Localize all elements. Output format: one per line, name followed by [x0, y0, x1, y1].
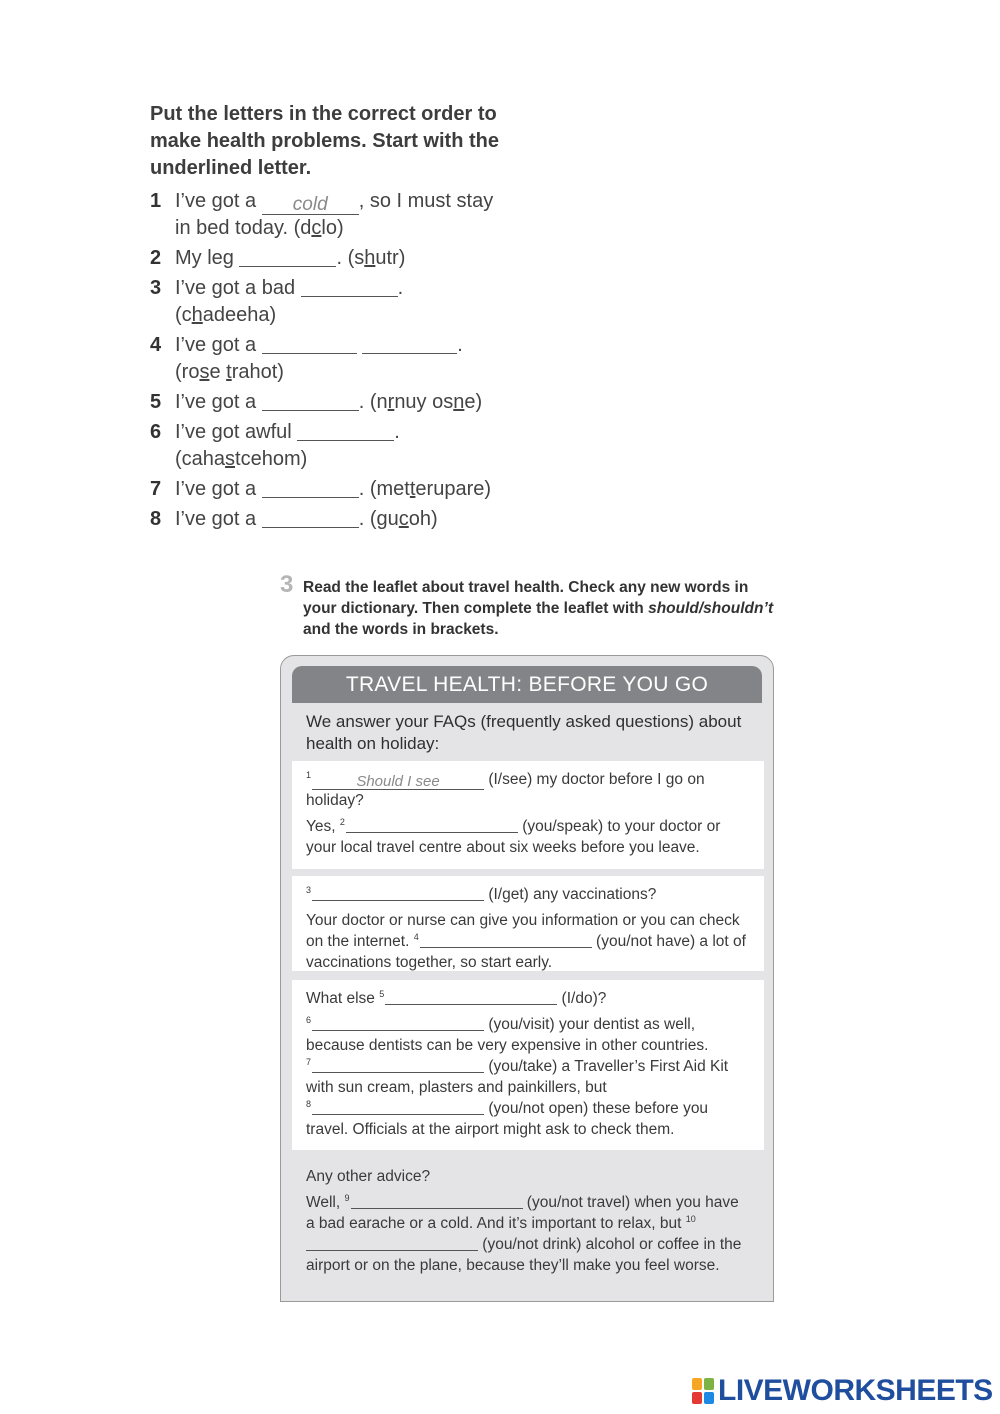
gap-number: 1	[306, 770, 312, 780]
leaflet-title: TRAVEL HEALTH: BEFORE YOU GO	[292, 666, 762, 703]
gap-number: 8	[306, 1099, 312, 1109]
item-text: erupare)	[415, 478, 492, 500]
underlined-letter: c	[311, 217, 322, 239]
exercise-item-7	[150, 476, 520, 503]
instruction-text: Read the leaflet about travel health. Check any new words in your dictionary. Then complete the leaflet with	[303, 579, 749, 617]
leaflet-intro: We answer your FAQs (frequently asked questions) about health on holiday:	[306, 712, 742, 753]
exercise-item-8	[150, 506, 520, 533]
item-number: 8	[150, 508, 162, 530]
instruction-italic: should/shouldn’t	[648, 600, 774, 617]
gap-10-input[interactable]	[306, 1235, 478, 1251]
item-text: I’ve got a	[175, 478, 257, 500]
liveworksheets-logo[interactable]	[692, 1373, 993, 1409]
faq-text: (you/not open) these before you travel. Officials at the airport might ask to check them.	[306, 1100, 709, 1138]
gap-6-input[interactable]	[312, 1015, 484, 1031]
item-text: rahot)	[231, 361, 284, 383]
faq-text: (I/do)?	[557, 990, 607, 1007]
item-text: , so I must stay	[358, 190, 494, 212]
item-number: 5	[150, 391, 162, 413]
faq-answer-1	[306, 816, 750, 858]
underlined-letter: s	[199, 361, 210, 383]
item-number: 1	[150, 190, 162, 212]
underlined-letter: h	[191, 304, 203, 326]
faq-answer-4	[306, 1192, 750, 1276]
gap-number: 7	[306, 1057, 312, 1067]
underlined-letter: n	[453, 391, 465, 413]
faq-question-1	[306, 769, 750, 811]
faq-text: Yes,	[306, 818, 340, 835]
item-text: .	[397, 277, 404, 299]
gap-number: 10	[685, 1214, 696, 1224]
item-text: I’ve got a bad	[175, 277, 296, 299]
faq-text: (you/speak) to your doctor or your local travel centre about six weeks before you leave.	[306, 818, 721, 856]
underlined-letter: t	[226, 361, 232, 383]
gap-9-input[interactable]	[351, 1193, 523, 1209]
answer-blank-7[interactable]	[262, 478, 359, 498]
item-text: utr)	[375, 247, 406, 269]
exercise-item-1	[150, 188, 520, 242]
gap-8-input[interactable]	[312, 1099, 484, 1115]
liveworksheets-logo-icon	[692, 1378, 714, 1404]
exercise-item-4	[150, 332, 520, 386]
answer-blank-6[interactable]	[297, 421, 394, 441]
answer-blank-8[interactable]	[262, 508, 359, 528]
faq-question-4: Any other advice?	[306, 1168, 431, 1185]
underlined-letter: t	[409, 478, 416, 500]
faq-card-4	[292, 1158, 764, 1298]
answer-blank-1[interactable]: cold	[262, 195, 359, 215]
faq-answer-2	[306, 910, 750, 973]
faq-card-3	[292, 980, 764, 1150]
item-text: . (met	[358, 478, 410, 500]
faq-card-2	[292, 876, 764, 971]
faq-text: (I/see) my doctor before I go on holiday?	[306, 771, 705, 809]
underlined-letter: c	[398, 508, 409, 530]
item-text: .	[457, 334, 463, 356]
gap-7-input[interactable]	[312, 1057, 484, 1073]
answer-blank-5[interactable]	[262, 391, 359, 411]
item-number: 3	[150, 277, 162, 299]
item-text: oh)	[408, 508, 438, 530]
item-text: in bed today. (d	[175, 217, 312, 239]
exercise-item-2	[150, 245, 520, 272]
underlined-letter: h	[364, 247, 376, 269]
faq-text: (I/get) any vaccinations?	[484, 886, 657, 903]
item-text: .	[394, 421, 400, 443]
faq-text: (you/take) a Traveller’s First Aid Kit with sun cream, plasters and painkillers, but	[306, 1058, 729, 1096]
item-number: 7	[150, 478, 162, 500]
item-text: . (gu	[358, 508, 399, 530]
item-text: My leg	[175, 247, 234, 269]
gap-number: 2	[339, 817, 345, 827]
gap-number: 5	[379, 989, 385, 999]
faq-question-3	[306, 988, 750, 1009]
faq-text: Your doctor or nurse can give you information or you can check on the internet.	[306, 912, 740, 950]
item-text: (ro	[175, 361, 200, 383]
exercise-item-5	[150, 389, 520, 416]
item-text: . (n	[358, 391, 388, 413]
underlined-letter: r	[387, 391, 395, 413]
item-text: nuy os	[394, 391, 454, 413]
item-text: lo)	[321, 217, 344, 239]
gap-5-input[interactable]	[385, 989, 557, 1005]
instruction-text: and the words in brackets.	[303, 621, 499, 638]
item-text: e)	[464, 391, 483, 413]
faq-answer-3	[306, 1014, 750, 1140]
item-text: I’ve got a	[175, 391, 257, 413]
gap-4-input[interactable]	[420, 932, 592, 948]
item-text: I’ve got a	[175, 508, 257, 530]
item-text: I’ve got awful	[175, 421, 292, 443]
item-text: (caha	[175, 448, 226, 470]
gap-1-input[interactable]: Should I see	[312, 774, 484, 790]
faq-text: (you/not drink) alcohol or coffee in the airport or on the plane, because they’ll make you feel worse.	[306, 1236, 742, 1274]
answer-blank-4b[interactable]	[362, 334, 457, 354]
item-text: e	[209, 361, 227, 383]
gap-number: 3	[306, 885, 312, 895]
item-number: 4	[150, 334, 162, 356]
answer-blank-4a[interactable]	[262, 334, 357, 354]
faq-card-1	[292, 761, 764, 869]
item-text: tcehom)	[235, 448, 308, 470]
answer-blank-3[interactable]	[301, 277, 398, 297]
exercise-3-instructions	[303, 577, 783, 640]
exercise-item-3	[150, 275, 520, 329]
gap-number: 4	[413, 932, 419, 942]
liveworksheets-logo-text: LIVEWORKSHEETS	[718, 1374, 993, 1407]
faq-text: (you/visit) your dentist as well, because dentists can be very expensive in other countries.	[306, 1016, 709, 1054]
gap-2-input[interactable]	[346, 817, 518, 833]
underlined-letter: s	[225, 448, 236, 470]
exercise-item-6	[150, 419, 520, 473]
gap-3-input[interactable]	[312, 885, 484, 901]
item-text: adeeha)	[202, 304, 277, 326]
gap-number: 9	[344, 1193, 350, 1203]
exercise-2-instructions: Put the letters in the correct order to make health problems. Start with the underlined letter.	[150, 103, 499, 179]
item-text: (c	[175, 304, 192, 326]
faq-text: (you/not travel) when you have a bad earache or a cold. And it’s important to relax, but	[306, 1194, 739, 1232]
item-number: 2	[150, 247, 162, 269]
faq-text: Well,	[306, 1194, 345, 1211]
item-text: . (s	[336, 247, 365, 269]
faq-text: (you/not have) a lot of vaccinations together, so start early.	[306, 933, 746, 971]
faq-text: What else	[306, 990, 380, 1007]
faq-question-2	[306, 884, 750, 905]
exercise-2	[150, 101, 520, 533]
answer-blank-2[interactable]	[239, 247, 336, 267]
exercise-3-number: 3	[280, 571, 294, 598]
item-text: I’ve got a	[175, 334, 257, 356]
item-text: I’ve got a	[175, 190, 257, 212]
item-number: 6	[150, 421, 162, 443]
travel-health-leaflet	[280, 655, 774, 1302]
gap-number: 6	[306, 1015, 312, 1025]
